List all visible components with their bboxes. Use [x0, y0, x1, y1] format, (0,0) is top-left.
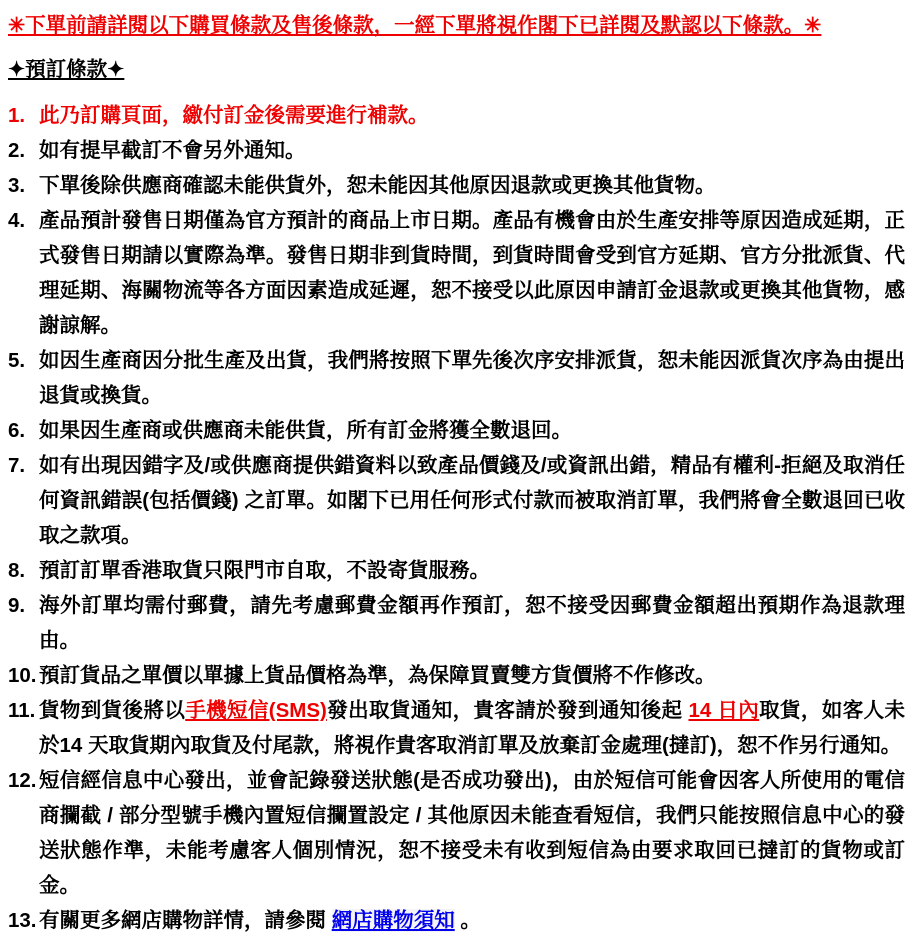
term-text — [39, 203, 905, 343]
term-item — [8, 588, 905, 658]
term-number: 10. — [8, 664, 37, 687]
term-segment: 發出取貨通知，貴客請於發到通知後起 — [326, 699, 689, 722]
term-segment: 如果因生產商或供應商未能供貨，所有訂金將獲全數退回。 — [39, 419, 572, 442]
highlighted-red-text: 手機短信(SMS) — [185, 699, 327, 722]
term-item — [8, 98, 905, 133]
term-number: 1. — [8, 104, 26, 127]
term-segment: 如有出現因錯字及/或供應商提供錯資料以致產品價錢及/或資訊出錯，精品有權利-拒絕及取消任何資訊錯誤(包括價錢) 之訂單。如閣下已用任何形式付款而被取消訂單，我們將會全數退回已收取之款項。 — [39, 454, 905, 547]
term-segment: 取貨，如客人未於14 天取貨期內取貨及付尾款，將視作貴客取消訂單及放棄訂金處理(撻訂)，恕不作另行通知。 — [39, 699, 905, 757]
term-segment: 預訂貨品之單價以單據上貨品價格為準，為保障買賣雙方貨價將不作修改。 — [39, 664, 716, 687]
term-segment: 有關更多網店購物詳情，請參閱 — [39, 909, 332, 932]
purchase-notice-banner: ✳下單前請詳閱以下購買條款及售後條款，一經下單將視作閣下已詳閱及默認以下條款。✳ — [8, 14, 822, 37]
term-number: 8. — [8, 559, 26, 582]
term-number: 12. — [8, 769, 37, 792]
term-segment: 如有提早截訂不會另外通知。 — [39, 139, 306, 162]
term-text — [39, 168, 905, 203]
term-text — [39, 553, 905, 588]
highlighted-red-text: 14 日內 — [688, 699, 760, 722]
term-text — [39, 413, 905, 448]
term-text — [39, 693, 905, 763]
term-segment: 下單後除供應商確認未能供貨外，恕未能因其他原因退款或更換其他貨物。 — [39, 174, 716, 197]
term-item — [8, 343, 905, 413]
term-segment: 貨物到貨後將以 — [39, 699, 186, 722]
term-segment: 預訂訂單香港取貨只限門市自取，不設寄貨服務。 — [39, 559, 490, 582]
term-item — [8, 553, 905, 588]
term-item — [8, 763, 905, 903]
term-text — [39, 903, 905, 938]
term-segment: 此乃訂購頁面，繳付訂金後需要進行補款。 — [39, 104, 429, 127]
term-number: 11. — [8, 699, 36, 722]
term-item — [8, 903, 905, 938]
term-item — [8, 133, 905, 168]
term-number: 6. — [8, 419, 26, 442]
term-text — [39, 98, 905, 133]
term-number: 3. — [8, 174, 26, 197]
term-item — [8, 413, 905, 448]
term-item — [8, 203, 905, 343]
term-number: 2. — [8, 139, 26, 162]
term-text — [39, 448, 905, 553]
term-segment: 產品預計發售日期僅為官方預計的商品上市日期。產品有機會由於生產安排等原因造成延期，正式發售日期請以實際為準。發售日期非到貨時間，到貨時間會受到官方延期、官方分批派貨、代理延期、海關物流等各方面因素造成延遲，恕不接受以此原因申請訂金退款或更換其他貨物，感謝諒解。 — [39, 209, 905, 337]
term-item — [8, 448, 905, 553]
term-number: 7. — [8, 454, 26, 477]
term-text — [39, 588, 905, 658]
term-item — [8, 658, 905, 693]
terms-list — [8, 98, 905, 938]
term-item — [8, 168, 905, 203]
term-text — [39, 763, 905, 903]
term-segment: 海外訂單均需付郵費，請先考慮郵費金額再作預訂，恕不接受因郵費金額超出預期作為退款理由。 — [39, 594, 905, 652]
term-item — [8, 693, 905, 763]
term-number: 5. — [8, 349, 26, 372]
term-segment: 短信經信息中心發出，並會記錄發送狀態(是否成功發出)，由於短信可能會因客人所使用的電信商攔截 / 部分型號手機內置短信攔置設定 / 其他原因未能查看短信，我們只能按照信息中心的發送狀態作準，未能考慮客人個別情況，恕不接受未有收到短信為由要求取回已撻訂的貨物或訂金。 — [39, 769, 905, 897]
preorder-terms-heading: ✦預訂條款✦ — [8, 58, 125, 81]
store-shopping-guide-link[interactable]: 網店購物須知 — [331, 909, 455, 932]
term-text — [39, 343, 905, 413]
term-number: 9. — [8, 594, 26, 617]
term-segment: 。 — [454, 909, 481, 932]
term-text — [39, 133, 905, 168]
term-number: 4. — [8, 209, 26, 232]
term-segment: 如因生產商因分批生產及出貨，我們將按照下單先後次序安排派貨，恕未能因派貨次序為由提出退貨或換貨。 — [39, 349, 905, 407]
term-number: 13. — [8, 909, 37, 932]
term-text — [39, 658, 905, 693]
